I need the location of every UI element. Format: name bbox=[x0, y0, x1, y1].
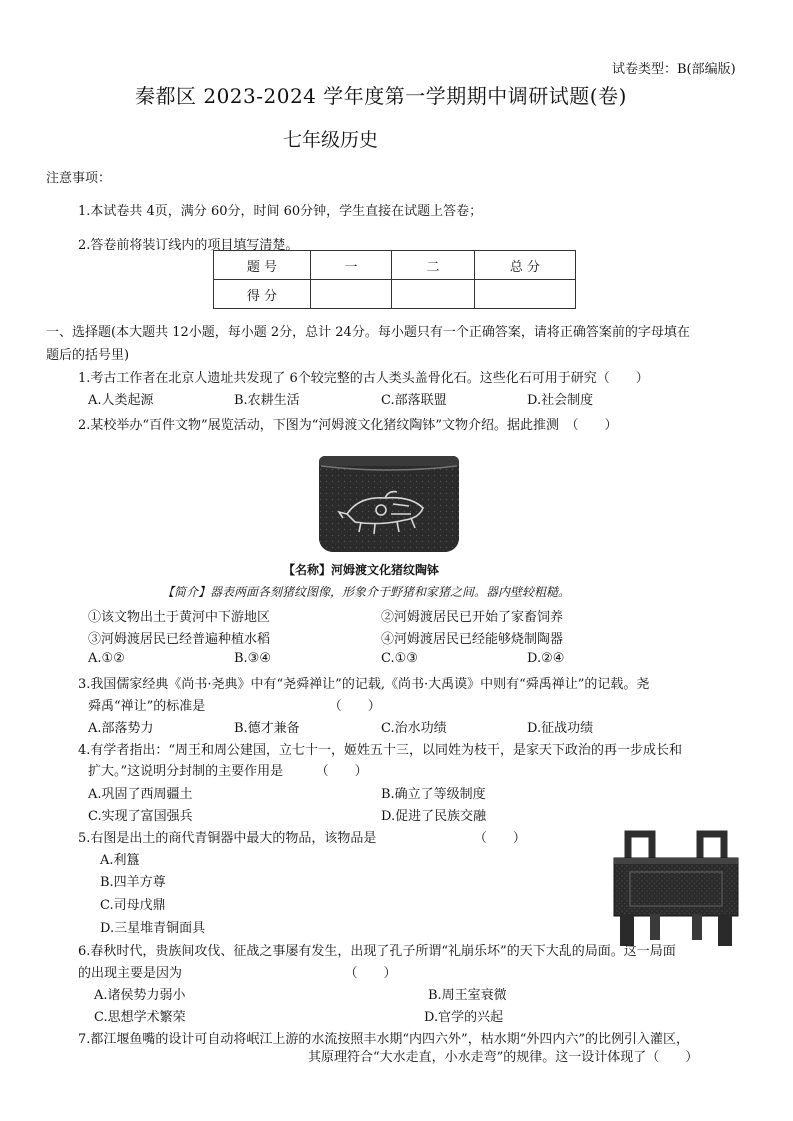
q2-statement-4: ④河姆渡居民已经能够烧制陶器 bbox=[381, 632, 564, 647]
q5-option-a[interactable]: A.利簋 bbox=[100, 853, 140, 868]
score-table-score-row bbox=[214, 280, 576, 309]
q6-option-a[interactable]: A.诸侯势力弱小 bbox=[94, 988, 186, 1003]
q4-option-b[interactable]: B.确立了等级制度 bbox=[381, 787, 486, 802]
score-cell-total[interactable] bbox=[475, 280, 576, 309]
q6-stem-line1: 6.春秋时代，贵族间攻伐、征战之事屡有发生，出现了孔子所谓“礼崩乐坏”的天下大乱的局面。这一局面 bbox=[78, 944, 676, 959]
q1-option-b[interactable]: B.农耕生活 bbox=[234, 393, 300, 408]
q2-option-a[interactable]: A.①② bbox=[88, 651, 125, 666]
q5-option-b[interactable]: B.四羊方尊 bbox=[100, 875, 166, 890]
score-cell-part-2[interactable] bbox=[392, 280, 475, 309]
notice-heading: 注意事项： bbox=[46, 171, 112, 186]
q1-option-a[interactable]: A.人类起源 bbox=[88, 393, 154, 408]
exam-title: 秦都区 2023-2024 学年度第一学期期中调研试题(卷) bbox=[135, 84, 627, 108]
score-cell-part-1[interactable] bbox=[311, 280, 392, 309]
score-table bbox=[213, 250, 576, 309]
q6-option-d[interactable]: D.官学的兴起 bbox=[424, 1010, 504, 1025]
q4-option-d[interactable]: D.促进了民族交融 bbox=[381, 809, 487, 824]
notice-item-1: 1.本试卷共 4页，满分 60分，时间 60分钟，学生直接在试题上答卷； bbox=[78, 204, 483, 219]
q4-option-a[interactable]: A.巩固了西周疆土 bbox=[88, 787, 193, 802]
q7-stem-line1: 7.都江堰鱼嘴的设计可自动将岷江上游的水流按照丰水期“内四六外”，枯水期“外四内六”的比例引入灌区， bbox=[78, 1032, 689, 1047]
q3-option-a[interactable]: A.部落势力 bbox=[88, 721, 154, 736]
score-row-label: 得 分 bbox=[214, 280, 311, 309]
q4-option-c[interactable]: C.实现了富国强兵 bbox=[88, 809, 193, 824]
q2-statement-1: ①该文物出土于黄河中下游地区 bbox=[88, 610, 271, 625]
q6-option-c[interactable]: C.思想学术繁荣 bbox=[94, 1010, 186, 1025]
q3-stem-line2: 舜禹“禅让”的标准是 （ ） bbox=[88, 699, 381, 714]
paper-type-label: 试卷类型：B(部编版) bbox=[612, 62, 736, 77]
section1-instructions-line2: 题后的括号里) bbox=[46, 348, 130, 363]
q2-caption-intro: 【简介】器表两面各刻猪纹图像，形象介于野猪和家猪之间。器内壁较粗糙。 bbox=[162, 585, 571, 599]
q3-stem-line1: 3.我国儒家经典《尚书·尧典》中有“尧舜禅让”的记载,《尚书·大禹谟》中则有“舜禹禅让”的记载。尧 bbox=[78, 677, 650, 692]
score-header-question-no: 题 号 bbox=[214, 251, 311, 280]
q7-stem-line2: 其原理符合“大水走直，小水走弯”的规律。这一设计体现了（ ） bbox=[308, 1050, 699, 1065]
pottery-bowl-image bbox=[319, 456, 459, 552]
q2-option-b[interactable]: B.③④ bbox=[234, 651, 271, 666]
q2-statement-3: ③河姆渡居民已经普遍种植水稻 bbox=[88, 632, 271, 647]
q2-option-c[interactable]: C.①③ bbox=[381, 651, 418, 666]
q5-option-c[interactable]: C.司母戊鼎 bbox=[100, 898, 166, 913]
q2-caption-name: 【名称】河姆渡文化猪纹陶钵 bbox=[283, 563, 440, 577]
q6-stem-line2: 的出现主要是因为 （ ） bbox=[78, 966, 397, 981]
q5-option-d[interactable]: D.三星堆青铜面具 bbox=[100, 921, 206, 936]
bronze-ding-image bbox=[606, 830, 746, 948]
exam-subtitle: 七年级历史 bbox=[283, 129, 379, 151]
q2-statement-2: ②河姆渡居民已开始了家畜饲养 bbox=[381, 610, 564, 625]
q2-stem: 2.某校举办“百件文物”展览活动，下图为“河姆渡文化猪纹陶钵”文物介绍。据此推测 （ ） bbox=[78, 418, 618, 433]
bronze-ding-illustration bbox=[606, 830, 746, 948]
section1-instructions-line1: 一、选择题(本大题共 12小题，每小题 2分，总计 24分。每小题只有一个正确答案，请将正确答案前的字母填在 bbox=[46, 325, 690, 340]
q3-option-d[interactable]: D.征战功绩 bbox=[527, 721, 594, 736]
q6-option-b[interactable]: B.周王室衰微 bbox=[428, 988, 507, 1003]
score-header-part-2: 二 bbox=[392, 251, 475, 280]
q3-option-b[interactable]: B.德才兼备 bbox=[234, 721, 300, 736]
q4-stem-line1: 4.有学者指出：“周王和周公建国，立七十一，姬姓五十三，以同姓为枝干，是家天下政治的再一步成长和 bbox=[78, 743, 683, 758]
q3-option-c[interactable]: C.治水功绩 bbox=[381, 721, 447, 736]
pig-pattern-bowl-illustration bbox=[319, 456, 459, 552]
score-header-part-1: 一 bbox=[311, 251, 392, 280]
score-header-total: 总 分 bbox=[475, 251, 576, 280]
q2-option-d[interactable]: D.②④ bbox=[527, 651, 565, 666]
notice-item-2: 2.答卷前将装订线内的项目填写清楚。 bbox=[78, 238, 299, 253]
q1-option-d[interactable]: D.社会制度 bbox=[527, 393, 594, 408]
score-table-header-row bbox=[214, 251, 576, 280]
q4-stem-line2: 扩大。”这说明分封制的主要作用是 （ ） bbox=[88, 764, 368, 779]
q1-stem: 1.考古工作者在北京人遗址共发现了 6个较完整的古人类头盖骨化石。这些化石可用于研究（ ） bbox=[78, 371, 649, 386]
q5-stem: 5.右图是出土的商代青铜器中最大的物品，该物品是 （ ） bbox=[78, 831, 526, 846]
q1-option-c[interactable]: C.部落联盟 bbox=[381, 393, 447, 408]
